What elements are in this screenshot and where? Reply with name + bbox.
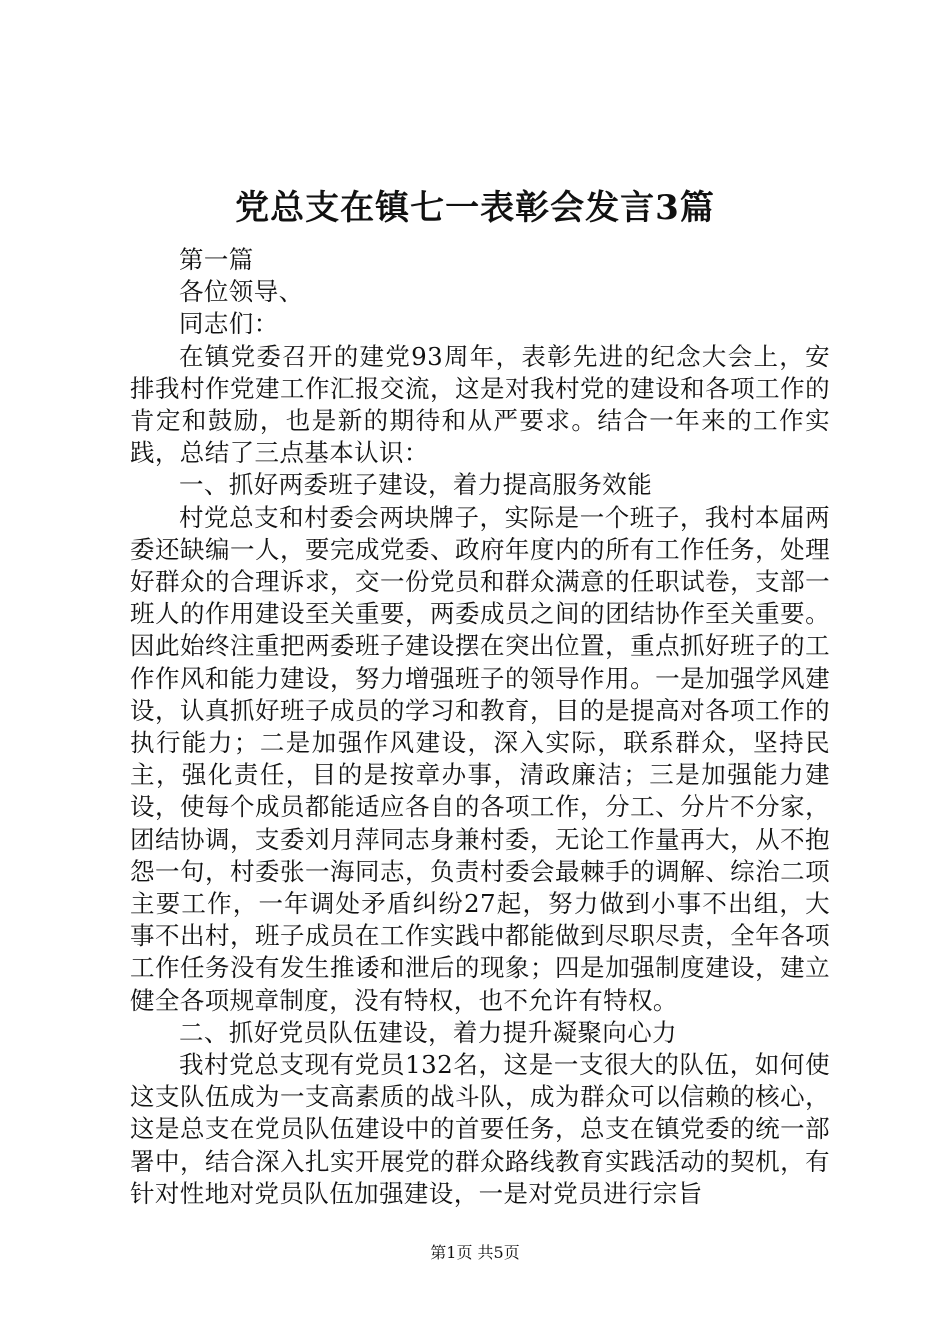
body-paragraph: 村党总支和村委会两块牌子，实际是一个班子，我村本届两委还缺编一人，要完成党委、政府年度内的所有工作任务，处理好群众的合理诉求，交一份党员和群众满意的任职试卷，支部一班人的作用建设至关重要，两委成员之间的团结协作至关重要。因此始终注重把两委班子建设摆在突出位置，重点抓好班子的工作作风和能力建设，努力增强班子的领导作用。一是加强学风建设，认真抓好班子成员的学习和教育，目的是提高对各项工作的执行能力；二是加强作风建设，深入实际，联系群众，坚持民主，强化责任，目的是按章办事，清政廉洁；三是加强能力建设，使每个成员都能适应各自的各项工作，分工、分片不分家，团结协调，支委刘月萍同志身兼村委，无论工作量再大，从不抱怨一句，村委张一海同志，负责村委会最棘手的调解、综治二项主要工作，一年调处矛盾纠纷27起，努力做到小事不出组，大事不出村，班子成员在工作实践中都能做到尽职尽责，全年各项工作任务没有发生推诿和泄后的现象；四是加强制度建设，建立健全各项规章制度，没有特权，也不允许有特权。	[130, 502, 830, 1015]
body-paragraph: 在镇党委召开的建党93周年，表彰先进的纪念大会上，安排我村作党建工作汇报交流，这是对我村党的建设和各项工作的肯定和鼓励，也是新的期待和从严要求。结合一年来的工作实践，总结了三点基本认识：	[130, 341, 830, 468]
body-paragraph: 我村党总支现有党员132名，这是一支很大的队伍，如何使这支队伍成为一支高素质的战斗队，成为群众可以信赖的核心，这是总支在党员队伍建设中的首要任务，总支在镇党委的统一部署中，结合深入扎实开展党的群众路线教育实践活动的契机，有针对性地对党员队伍加强建设，一是对党员进行宗旨	[130, 1050, 830, 1208]
section-heading: 一、抓好两委班子建设，着力提高服务效能	[179, 470, 653, 500]
salutation-line: 各位领导、	[179, 277, 304, 307]
section-label: 第一篇	[179, 245, 254, 274]
document-title: 党总支在镇七一表彰会发言3篇	[235, 188, 715, 228]
page-number-footer: 第1页 共5页	[430, 1243, 520, 1262]
document-body	[130, 244, 830, 1210]
salutation-line: 同志们：	[179, 309, 279, 339]
section-heading: 二、抓好党员队伍建设，着力提升凝聚向心力	[179, 1017, 677, 1047]
